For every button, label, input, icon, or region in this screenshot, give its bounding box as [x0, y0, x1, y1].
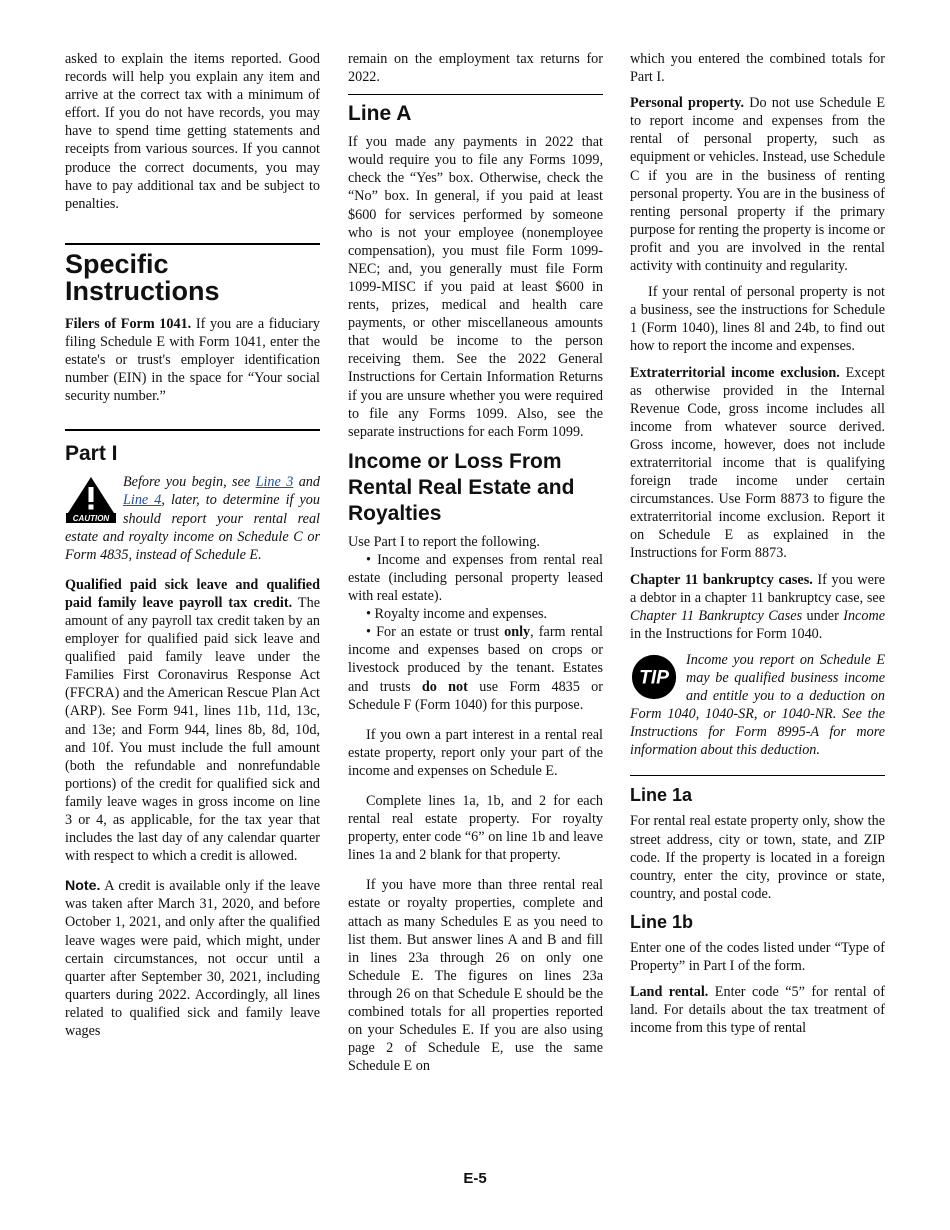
note-text: A credit is available only if the leave was taken after March 31, 2020, and before October 1, 2021, and only after the qualified leave wages were paid, which might, under certain circumstances, not occur until a quarter after September 30, 2021, including quarters during 2022. Accordingly, all lines related to qualified sick and family leave wages — [65, 878, 320, 1040]
filers-lead: Filers of Form 1041. — [65, 315, 192, 332]
divider — [65, 243, 320, 245]
filers-text: If you are a fiduciary filing Schedule E with Form 1041, enter the estate's or trust's employer identification number (EIN) in the space for “Your social security number.” — [65, 315, 320, 405]
extraterritorial-paragraph: Extraterritorial income exclusion. Except as otherwise provided in the Internal Revenue Code, gross income includes all income from whatever source derived. Gross income, however, does not include extraterritorial income that is qualifying foreign trade income under certain circumstances. Use Form 8873 to figure the extraterritorial income exclusion. Report it on Schedule E as explained in the Instructions for Form 8873. — [630, 364, 885, 562]
not-business-paragraph: If your rental of personal property is not a business, see the instructions for Schedule 1 (Form 1040), lines 8l and 24b, to find out how to report the income and expenses. — [630, 284, 885, 355]
note-label: Note. — [65, 878, 101, 895]
personal-property-lead: Personal property. — [630, 95, 745, 112]
tip-icon — [630, 653, 680, 701]
bullet-item: • Royalty income and expenses. — [366, 606, 548, 623]
caution-label: CAUTION — [72, 514, 110, 524]
page-number: E-5 — [463, 1170, 487, 1187]
extraterritorial-lead: Extraterritorial income exclusion. — [630, 364, 840, 381]
caution-text-post: , later, to determine if you should report your rental real estate and royalty income on Schedule C or Form 4835, instead of Schedule E. — [65, 492, 320, 563]
tip-callout — [630, 651, 885, 760]
tip-label: TIP — [639, 667, 669, 689]
specific-instructions-heading: Specific Instructions — [65, 248, 220, 306]
note-paragraph — [65, 877, 320, 1040]
caution-icon — [65, 475, 117, 523]
land-rental-paragraph: Land rental. Enter code “5” for rental of land. For details about the tax treatment of income from this type of rental — [630, 984, 885, 1037]
chapter-11-paragraph: Chapter 11 bankruptcy cases. If you were a debtor in a chapter 11 bankruptcy case, see Chapter 11 Bankruptcy Cases under Income in the Instructions for Form 1040. — [630, 571, 885, 642]
line-a-paragraph: If you made any payments in 2022 that would require you to file any Forms 1099, check the “Yes” box. Otherwise, check the “No” box. In general, if you paid at least $600 for services performed by someone who is not your employee (nonemployee compensation), you must file Form 1099-NEC; and, you generally must file Form 1099-MISC if you paid at least $600 in rents, prizes, medical and health care payments, or other miscellaneous amounts that would be income to the person receiving them. See the 2022 General Instructions for Certain Information Returns if you are unsure whether you were required to file any Forms 1099. Also, see the separate instructions for each Form 1099. — [348, 134, 603, 440]
line-4-link[interactable]: Line 4 — [123, 492, 162, 509]
divider — [630, 775, 885, 776]
part-1-heading: Part I — [65, 442, 118, 466]
line-1a-paragraph: For rental real estate property only, show the street address, city or town, state, and ZIP code. If the property is located in a foreign country, enter the city, province or state, country, and postal code. — [630, 813, 885, 902]
sick-leave-lead: Qualified paid sick leave and qualified paid family leave payroll tax credit. — [65, 576, 320, 611]
complete-lines-paragraph: Complete lines 1a, 1b, and 2 for each rental real estate property. For royalty property, enter code “6” on line 1b and leave lines 1a and 2 blank for that property. — [348, 793, 603, 864]
income-loss-heading: Income or Loss From Rental Real Estate and Royalties — [348, 449, 575, 525]
line-1b-heading: Line 1b — [630, 911, 694, 932]
divider — [348, 94, 603, 95]
intro-paragraph: asked to explain the items reported. Good records will help you explain any item and arrive at the correct tax with a minimum of effort. If you do not have records, you may have to spend time getting statements and receipts from various sources. If you cannot produce the correct documents, you may have to pay additional tax and be subject to penalties. — [65, 51, 320, 212]
column-3 — [630, 50, 885, 1045]
bullet-item: • Income and expenses from rental real estate (including personal property leased with real estate). — [348, 551, 603, 605]
line-1b-paragraph: Enter one of the codes listed under “Type of Property” in Part I of the form. — [630, 939, 885, 975]
part-interest-paragraph: If you own a part interest in a rental real estate property, report only your part of the income and expenses on Schedule E. — [348, 726, 603, 779]
column-1 — [65, 50, 320, 1048]
divider — [65, 429, 320, 431]
use-part-1-text: Use Part I to report the following. — [348, 533, 540, 550]
more-than-three-paragraph: If you have more than three rental real estate or royalty properties, complete and attach as many Schedules E as you need to list them. But answer lines A and B and fill in lines 23a through 26 on only one Schedule E. The figures on lines 23a through 26 on that Schedule E should be the combined totals for all properties reported on your Schedules E. If you are also using page 2 of Schedule E, use the same Schedule E on — [348, 877, 603, 1075]
column-2 — [348, 50, 603, 1083]
chapter-11-lead: Chapter 11 bankruptcy cases. — [630, 571, 813, 588]
line-1a-heading: Line 1a — [630, 785, 693, 806]
caution-text-mid: and — [293, 474, 320, 491]
land-rental-lead: Land rental. — [630, 984, 709, 1001]
personal-property-paragraph: Personal property. Do not use Schedule E to report income and expenses from the rental of personal property, such as equipment or vehicles. Instead, use Schedule C if you are in the business of renting personal property. You are in the business of renting personal property if the primary purpose for renting the property is income or profit and you are involved in the rental activity with continuity and regularity. — [630, 95, 885, 275]
line-a-heading: Line A — [348, 102, 412, 126]
bullet-item: • For an estate or trust only, farm rental income and expenses based on crops or livestock produced by the tenant. Estates and trusts do not use Form 4835 or Schedule F (Form 1040) for this purpose. — [348, 624, 603, 713]
continued-paragraph: which you entered the combined totals for Part I. — [630, 51, 885, 86]
line-3-link[interactable]: Line 3 — [255, 474, 294, 491]
tip-text: Income you report on Schedule E may be qualified business income and entitle you to a deduction on Form 1040, 1040-SR, or 1040-NR. See the Instructions for Form 8995-A for more information about this deduction. — [630, 651, 885, 759]
continued-paragraph: remain on the employment tax returns for 2022. — [348, 51, 603, 86]
sick-leave-text: The amount of any payroll tax credit taken by an employer for qualified paid sick leave and qualified paid family leave under the Families First Coronavirus Response Act (FFCRA) and the American Rescue Plan Act (ARP). See Form 941, lines 11b, 11d, 13c, and 13e; and Form 944, lines 8b, 8d, 10d, and 10f. You must include the full amount (both the refundable and nonrefundable portions) of the credit for qualified sick and family leave wages in gross income on line 3 or 4, as applicable, for the tax year that includes the last day of any calendar quarter with respect to which a credit is allowed. — [65, 594, 320, 865]
caution-text-pre: Before you begin, see — [123, 474, 256, 491]
filers-paragraph — [65, 315, 320, 405]
caution-callout — [65, 473, 320, 563]
sick-leave-paragraph — [65, 576, 320, 866]
